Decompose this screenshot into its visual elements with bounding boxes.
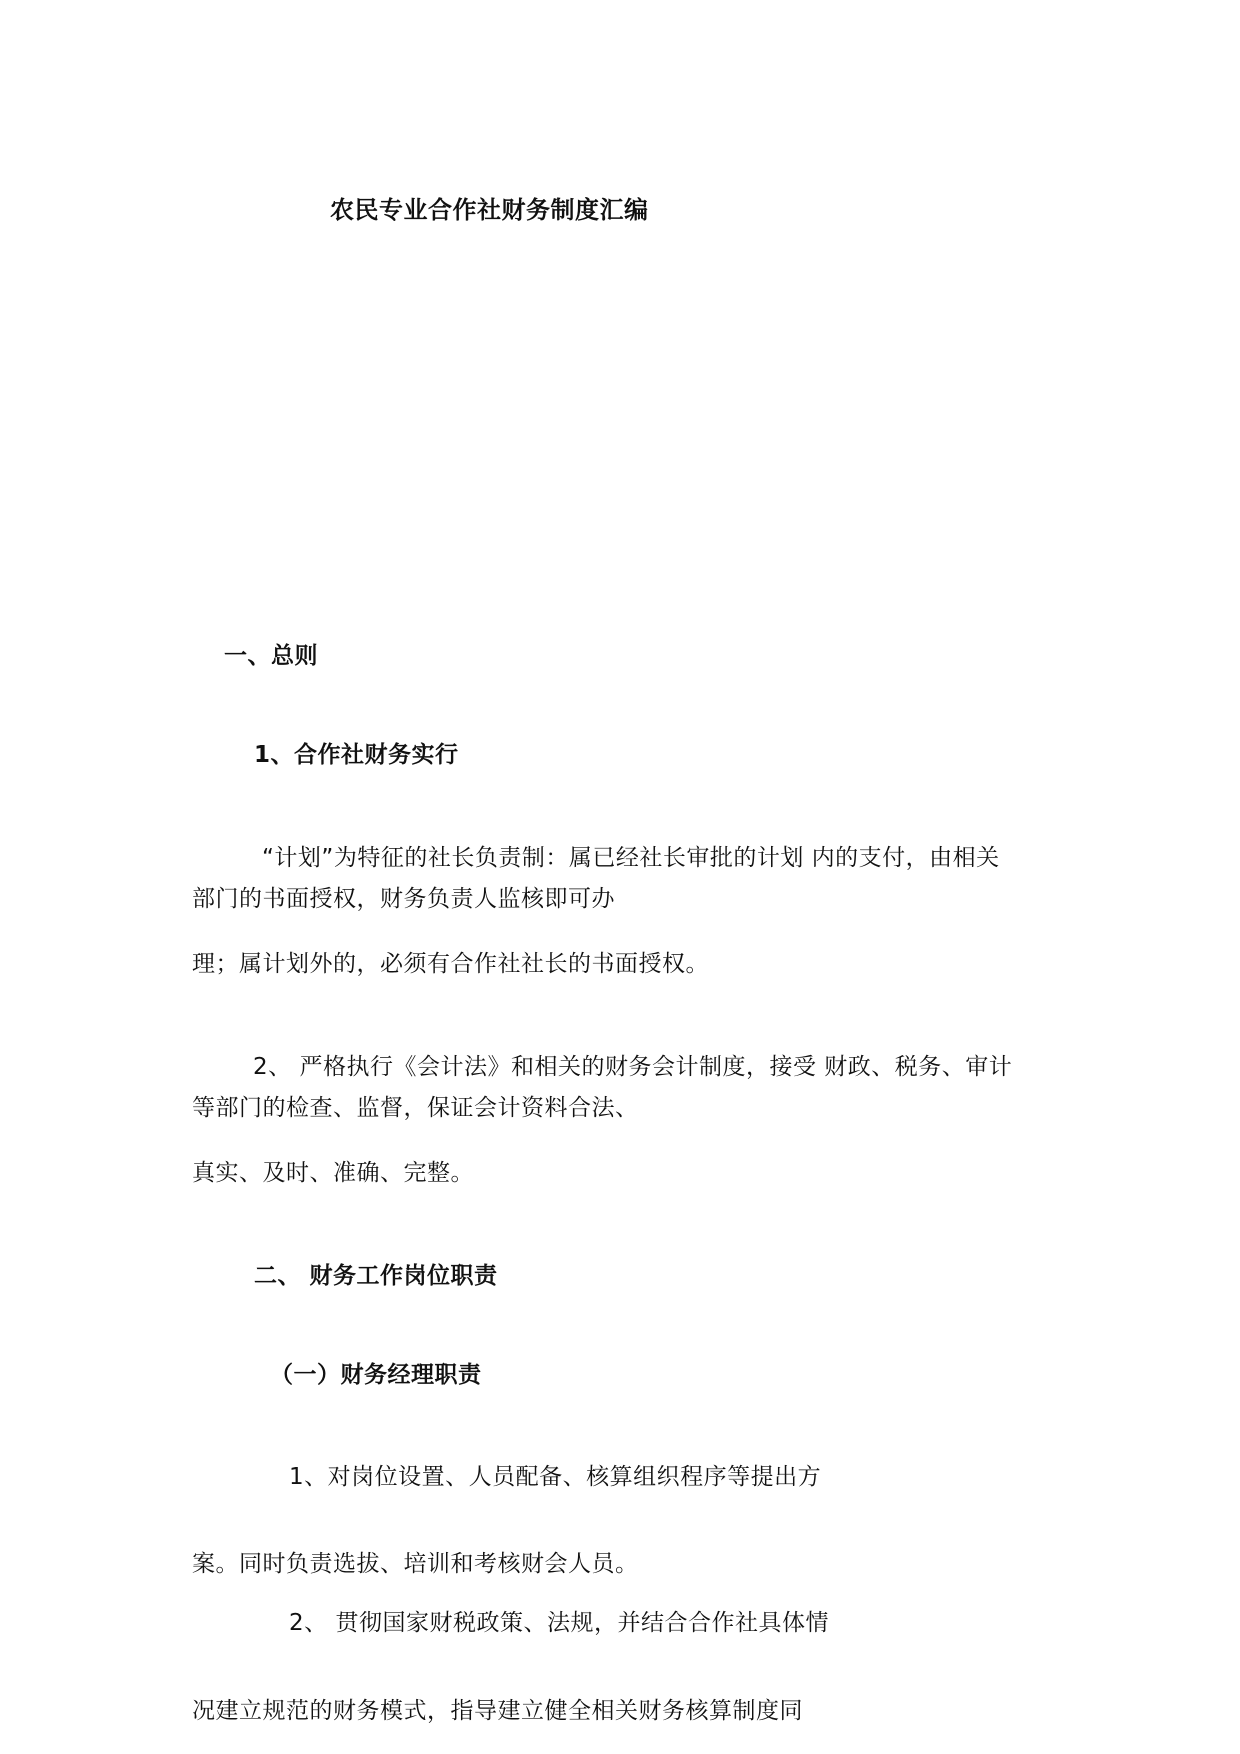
item-heading-financial-system: 1、合作社财务实行 <box>254 742 459 768</box>
paragraph-line: 理；属计划外的，必须有合作社社长的书面授权。 <box>192 951 709 977</box>
paragraph-line: 案。同时负责选拔、培训和考核财会人员。 <box>192 1551 639 1577</box>
document-title: 农民专业合作社财务制度汇编 <box>330 196 649 224</box>
section-heading-job-duties: 二、 财务工作岗位职责 <box>254 1263 498 1289</box>
paragraph-line: 2、 严格执行《会计法》和相关的财务会计制度，接受 财政、税务、审计 <box>253 1054 1013 1080</box>
paragraph-line: 2、 贯彻国家财税政策、法规，并结合合作社具体情 <box>289 1610 829 1636</box>
paragraph-line: 真实、及时、准确、完整。 <box>192 1160 474 1186</box>
paragraph-line: 部门的书面授权，财务负责人监核即可办 <box>192 886 615 912</box>
paragraph-line: 况建立规范的财务模式，指导建立健全相关财务核算制度同 <box>192 1698 803 1724</box>
section-heading-general: 一、总则 <box>224 643 318 669</box>
paragraph-line: 等部门的检查、监督，保证会计资料合法、 <box>192 1095 639 1121</box>
paragraph-line: “计划”为特征的社长负责制：属已经社长审批的计划 内的支付，由相关 <box>262 845 1000 871</box>
subsection-heading-finance-manager: （一）财务经理职责 <box>270 1362 482 1388</box>
paragraph-line: 1、对岗位设置、人员配备、核算组织程序等提出方 <box>289 1464 822 1490</box>
